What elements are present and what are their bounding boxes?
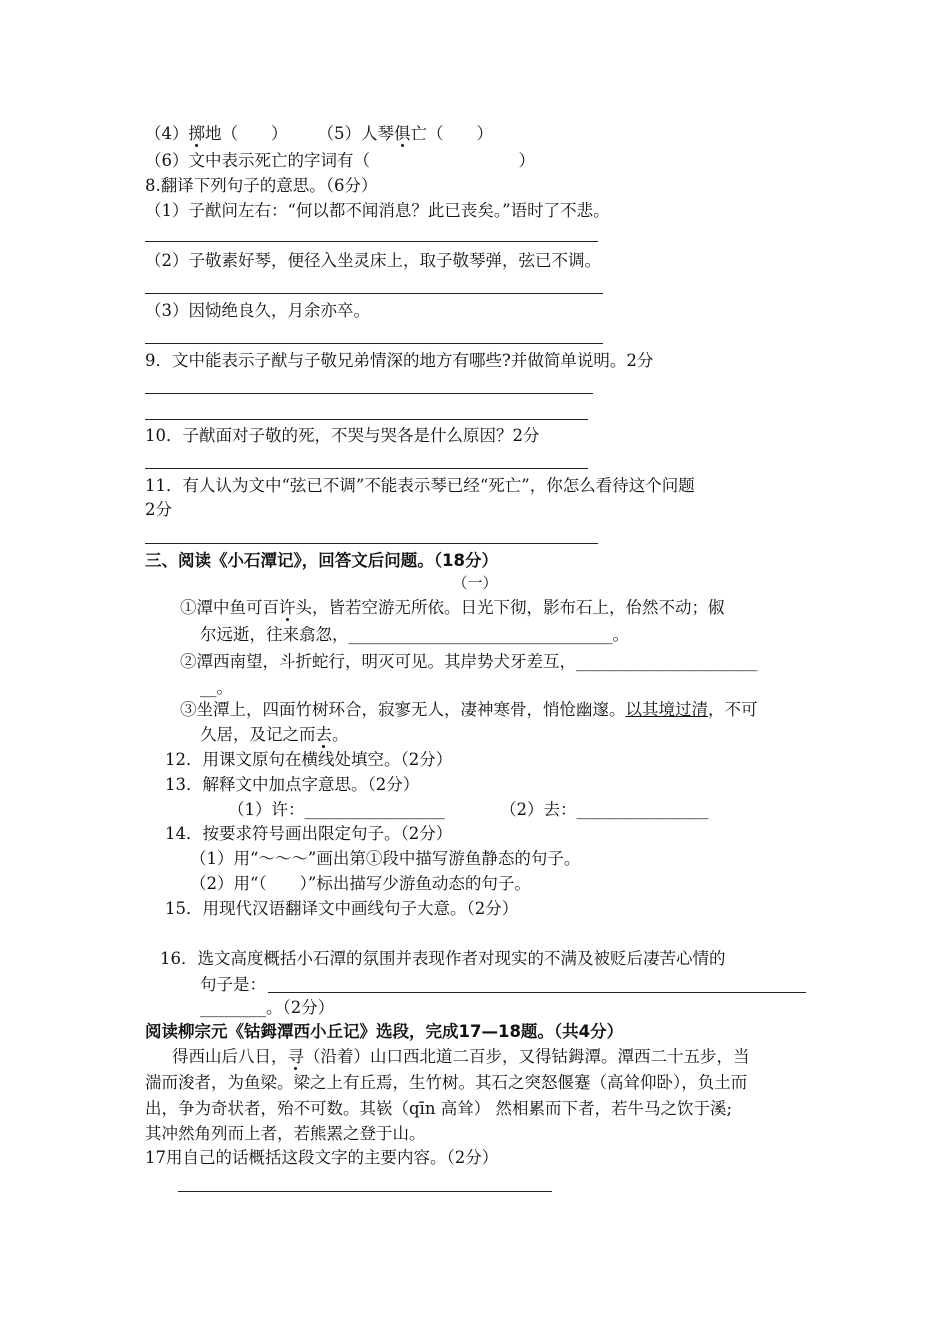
q8-sentence-3: （3）因恸绝良久，月余亦卒。 (145, 301, 370, 320)
answer-line[interactable] (145, 468, 588, 469)
passage2-line-1: 得西山后八日，寻（沿着）山口西北道二百步，又得钴鉧潭。潭西二十五步，当 (172, 1047, 750, 1066)
passage2-line-4: 其冲然角列而上者，若熊罴之登于山。 (145, 1124, 426, 1143)
q14-sub-2: （2）用“（ ）”标出描写少游鱼动态的句子。 (190, 874, 531, 893)
section4-heading: 阅读柳宗元《钴鉧潭西小丘记》选段，完成17—18题。（共4分） (145, 1022, 624, 1041)
answer-line[interactable] (145, 343, 603, 344)
passage-p2-line-2: __。 (200, 678, 233, 697)
q16-line-1: 16．选文高度概括小石潭的氛围并表现作者对现实的不满及被贬后凄苦心情的 (160, 949, 726, 968)
passage2-line-2: 湍而浚者，为鱼梁。梁之上有丘焉，生竹树。其石之突怒偃蹇（高耸仰卧），负土而 (145, 1073, 748, 1092)
q7-items-4-5: （4）掷地（ ） （5）人琴俱亡（ ） (145, 124, 493, 143)
q8-sentence-1: （1）子猷问左右：“何以都不闻消息？此已丧矣。”语时了不悲。 (145, 201, 610, 220)
q13-text: 13．解释文中加点字意思。（2分） (165, 775, 420, 794)
section3-heading: 三、阅读《小石潭记》，回答文后问题。（18分） (145, 551, 498, 570)
passage-p1-line-1: ①潭中鱼可百许头，皆若空游无所依。日光下彻，影布石上，佁然不动；俶 (180, 598, 725, 617)
q13-answer-1[interactable]: （1）许：_________________ (228, 800, 445, 819)
q11-line-2: 2分 (145, 500, 172, 519)
section3-subheading: （一） (452, 574, 498, 592)
passage-p1-line-2: 尔远逝，往来翕忽，________________________________。 (200, 625, 629, 644)
answer-line[interactable] (145, 419, 588, 420)
q17-text: 17用自己的话概括这段文字的主要内容。（2分） (145, 1148, 499, 1167)
underlined-phrase: 以其境过清 (625, 700, 708, 719)
q13-answer-2[interactable]: （2）去：________________ (500, 800, 709, 819)
q10-text: 10．子猷面对子敬的死，不哭与哭各是什么原因？2分 (145, 426, 540, 445)
q7-item-6: （6）文中表示死亡的字词有（ ） (145, 151, 535, 170)
answer-line[interactable] (268, 992, 806, 993)
passage-p2-line-1: ②潭西南望，斗折蛇行，明灭可见。其岸势犬牙差互，______________________ (180, 652, 758, 671)
q9-text: 9．文中能表示子猷与子敬兄弟情深的地方有哪些?并做简单说明。2分 (145, 351, 654, 370)
q16-line-2: 句子是： (200, 975, 266, 994)
passage-p3-line-1: ③坐潭上，四面竹树环合，寂寥无人，凄神寒骨，悄怆幽邃。以其境过清，不可 (180, 700, 758, 719)
q8-sentence-2: （2）子敬素好琴，便径入坐灵床上，取子敬琴弹，弦已不调。 (145, 251, 601, 270)
answer-line[interactable] (178, 1191, 552, 1192)
answer-line[interactable] (145, 393, 593, 394)
q12-text: 12．用课文原句在横线处填空。（2分） (165, 750, 453, 769)
q11-line-1: 11．有人认为文中“弦已不调”不能表示琴已经“死亡”，你怎么看待这个问题 (145, 476, 695, 495)
answer-line[interactable] (145, 241, 598, 242)
passage-p3-line-2: 久居，及记之而去。 (200, 725, 349, 744)
answer-line[interactable] (145, 543, 598, 544)
q8-title: 8.翻译下列句子的意思。（6分） (145, 176, 378, 195)
q16-line-3: ________。（2分） (200, 998, 335, 1017)
answer-line[interactable] (145, 293, 603, 294)
passage2-line-3: 出，争为奇状者，殆不可数。其嵚（qīn 高耸） 然相累而下者，若牛马之饮于溪; (145, 1099, 733, 1118)
q14-text: 14．按要求符号画出限定句子。（2分） (165, 824, 453, 843)
q15-text: 15．用现代汉语翻译文中画线句子大意。（2分） (165, 899, 519, 918)
q14-sub-1: （1）用“～～～”画出第①段中描写游鱼静态的句子。 (190, 849, 581, 868)
